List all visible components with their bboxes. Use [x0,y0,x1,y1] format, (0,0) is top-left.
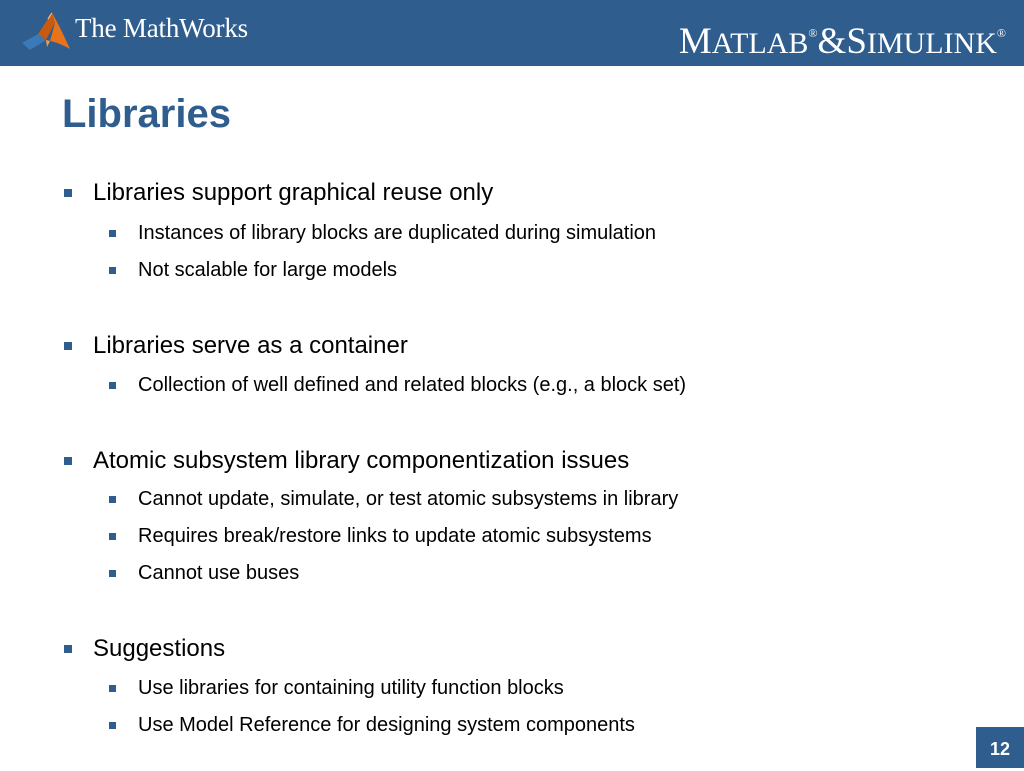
bullet-text: Atomic subsystem library componentization issues [93,447,630,474]
bullet-text: Libraries serve as a container [93,332,408,359]
page-number: 12 [976,727,1024,768]
bullet-text: Collection of well defined and related blocks (e.g., a block set) [138,374,687,396]
bullet-text: Suggestions [93,635,226,662]
brand-part1-rest: ATLAB [711,27,809,60]
slide-title: Libraries [62,92,231,136]
square-bullet-icon [109,496,116,503]
bullet-level2 [138,712,635,738]
square-bullet-icon [109,382,116,389]
bullet-text: Libraries support graphical reuse only [93,179,494,206]
bullet-level1 [93,331,408,361]
company-name: The MathWorks [75,13,248,43]
bullet-level2 [138,560,299,586]
brand-part1-initial: M [678,21,712,62]
bullet-level2 [138,372,686,398]
brand-part2-rest: IMULINK [866,27,997,60]
registered-mark: ® [996,26,1006,40]
square-bullet-icon [64,645,72,653]
bullet-level2 [138,523,652,549]
bullet-text: Instances of library blocks are duplicated during simulation [138,222,657,244]
bullet-level2 [138,257,397,283]
bullet-text: Cannot update, simulate, or test atomic subsystems in library [138,488,679,510]
square-bullet-icon [109,722,116,729]
bullet-text: Use Model Reference for designing system components [138,714,635,736]
bullet-text: Use libraries for containing utility function blocks [138,677,564,699]
square-bullet-icon [109,685,116,692]
square-bullet-icon [64,342,72,350]
bullet-level1 [93,178,493,208]
square-bullet-icon [109,533,116,540]
square-bullet-icon [109,267,116,274]
bullet-level1 [93,446,629,476]
registered-mark: ® [808,26,818,40]
square-bullet-icon [64,189,72,197]
bullet-level2 [138,675,564,701]
square-bullet-icon [64,457,72,465]
bullet-text: Requires break/restore links to update atomic subsystems [138,525,652,547]
brand-ampersand: & [817,21,847,62]
bullet-level1 [93,634,225,664]
square-bullet-icon [109,230,116,237]
bullet-text: Cannot use buses [138,562,300,584]
bullet-text: Not scalable for large models [138,259,398,281]
bullet-level2 [138,486,678,512]
brand-part2-initial: S [846,21,867,62]
square-bullet-icon [109,570,116,577]
bullet-level2 [138,220,656,246]
